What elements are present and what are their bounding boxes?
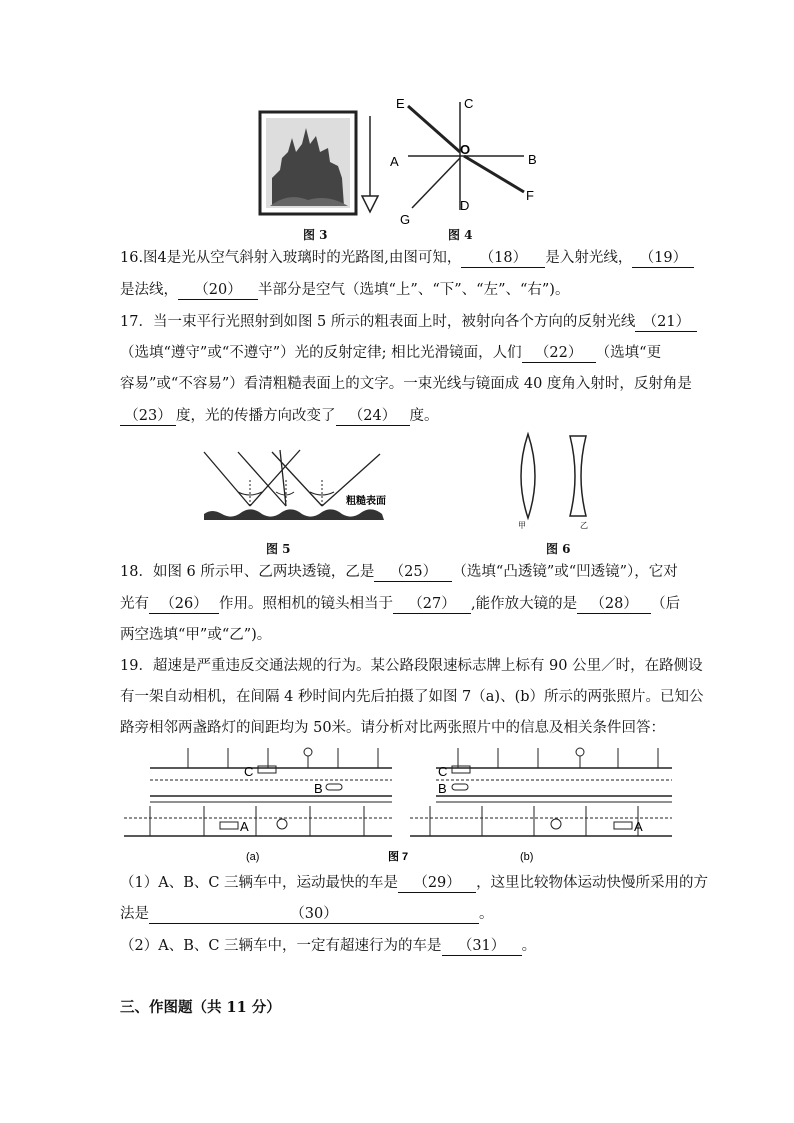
figure-6 bbox=[508, 430, 598, 530]
blank-29[interactable]: （29） bbox=[398, 874, 476, 893]
q17-line-1: 17．当一束平行光照射到如图 5 所示的粗表面上时，被射向各个方向的反射光线 （21） bbox=[120, 311, 680, 333]
section-3-title: 三、作图题（共 11 分） bbox=[120, 999, 281, 1016]
blank-22[interactable]: （22） bbox=[522, 344, 596, 363]
q19-sub1-line-1: （1）A、B、C 三辆车中，运动最快的车是 （29） ，这里比较物体运动快慢所采用的方 bbox=[120, 875, 709, 891]
figure-7 bbox=[120, 740, 680, 865]
figure-5 bbox=[200, 446, 400, 526]
figure-3 bbox=[258, 108, 390, 220]
fig7b-car-b: B bbox=[438, 781, 447, 796]
fig4-label-o: O bbox=[460, 142, 471, 157]
fig4-label-d: D bbox=[460, 198, 470, 213]
fig4-label-b: B bbox=[528, 152, 537, 167]
q17-line-2: （选填“遵守”或“不遵守”）光的反射定律; 相比光滑镜面，人们 （22） （选填“更 bbox=[120, 345, 662, 361]
blank-25[interactable]: （25） bbox=[374, 563, 452, 582]
q16-line-1: 16.图4是光从空气斜射入玻璃时的光路图,由图可知， （18） 是入射光线， （19） bbox=[120, 247, 680, 269]
fig6-label-right: 乙 bbox=[580, 521, 588, 530]
fig7b-car-c: C bbox=[438, 764, 448, 779]
q17-line-4: （23） 度，光的传播方向改变了 （24） 度。 bbox=[120, 405, 680, 427]
fig7-panel-b bbox=[410, 748, 672, 863]
fig4-label-a: A bbox=[390, 154, 399, 169]
fig7a-car-b: B bbox=[314, 781, 323, 796]
fig7b-label: (b) bbox=[520, 851, 534, 863]
fig7b-car-a: A bbox=[634, 819, 643, 834]
blank-31[interactable]: （31） bbox=[442, 937, 522, 956]
q19-line-3: 路旁相邻两盏路灯的间距均为 50米。请分析对比两张照片中的信息及相关条件回答： bbox=[120, 720, 666, 736]
figure-4-caption: 图 4 bbox=[448, 228, 473, 242]
figure-6-caption: 图 6 bbox=[546, 542, 571, 556]
fig4-label-e: E bbox=[396, 96, 405, 111]
blank-28[interactable]: （28） bbox=[577, 595, 651, 614]
q16-line-2: 是法线， （20） 半部分是空气（选填“上”、“下”、“左”、“右”)。 bbox=[120, 282, 570, 298]
blank-19[interactable]: （19） bbox=[632, 249, 694, 268]
q19-line-2: 有一架自动相机，在间隔 4 秒时间内先后拍摄了如图 7（a)、(b）所示的两张照片。已知公 bbox=[120, 689, 704, 705]
figure-3-caption: 图 3 bbox=[303, 228, 328, 242]
blank-24[interactable]: （24） bbox=[336, 407, 410, 426]
q17-line-3: 容易”或“不容易”）看清粗糙表面上的文字。一束光线与镜面成 40 度角入射时，反射角是 bbox=[120, 376, 692, 392]
fig4-label-f: F bbox=[526, 188, 534, 203]
q18-line-3: 两空选填“甲”或“乙”)。 bbox=[120, 627, 272, 643]
figure-7-caption: 图 7 bbox=[388, 851, 409, 863]
q19-sub1-line-2: 法是 （30） 。 bbox=[120, 906, 494, 922]
blank-21[interactable]: （21） bbox=[635, 313, 697, 332]
blank-18[interactable]: （18） bbox=[461, 249, 545, 268]
fig4-label-c: C bbox=[464, 96, 474, 111]
fig4-label-g: G bbox=[400, 212, 411, 227]
q18-line-1: 18．如图 6 所示甲、乙两块透镜，乙是 （25） （选填“凸透镜”或“凹透镜”），它对 bbox=[120, 564, 678, 580]
blank-26[interactable]: （26） bbox=[149, 595, 219, 614]
fig7a-car-a: A bbox=[240, 819, 249, 834]
fig7a-car-c: C bbox=[244, 764, 254, 779]
fig5-surface-label: 粗糙表面 bbox=[346, 496, 386, 507]
blank-23[interactable]: （23） bbox=[120, 407, 176, 426]
q19-sub2: （2）A、B、C 三辆车中，一定有超速行为的车是 （31） 。 bbox=[120, 938, 537, 954]
q18-line-2: 光有 （26） 作用。照相机的镜头相当于 （27） ,能作放大镜的是 （28） （后 bbox=[120, 596, 681, 612]
fig7-panel-a bbox=[124, 748, 392, 863]
fig6-label-left: 甲 bbox=[518, 521, 526, 530]
figure-4 bbox=[380, 94, 550, 234]
q19-line-1: 19．超速是严重违反交通法规的行为。某公路段限速标志牌上标有 90 公里／时，在路侧设 bbox=[120, 658, 703, 674]
blank-27[interactable]: （27） bbox=[393, 595, 471, 614]
figure-5-caption: 图 5 bbox=[266, 542, 291, 556]
blank-30[interactable]: （30） bbox=[149, 905, 479, 924]
fig7a-label: (a) bbox=[246, 851, 260, 863]
blank-20[interactable]: （20） bbox=[178, 281, 258, 300]
